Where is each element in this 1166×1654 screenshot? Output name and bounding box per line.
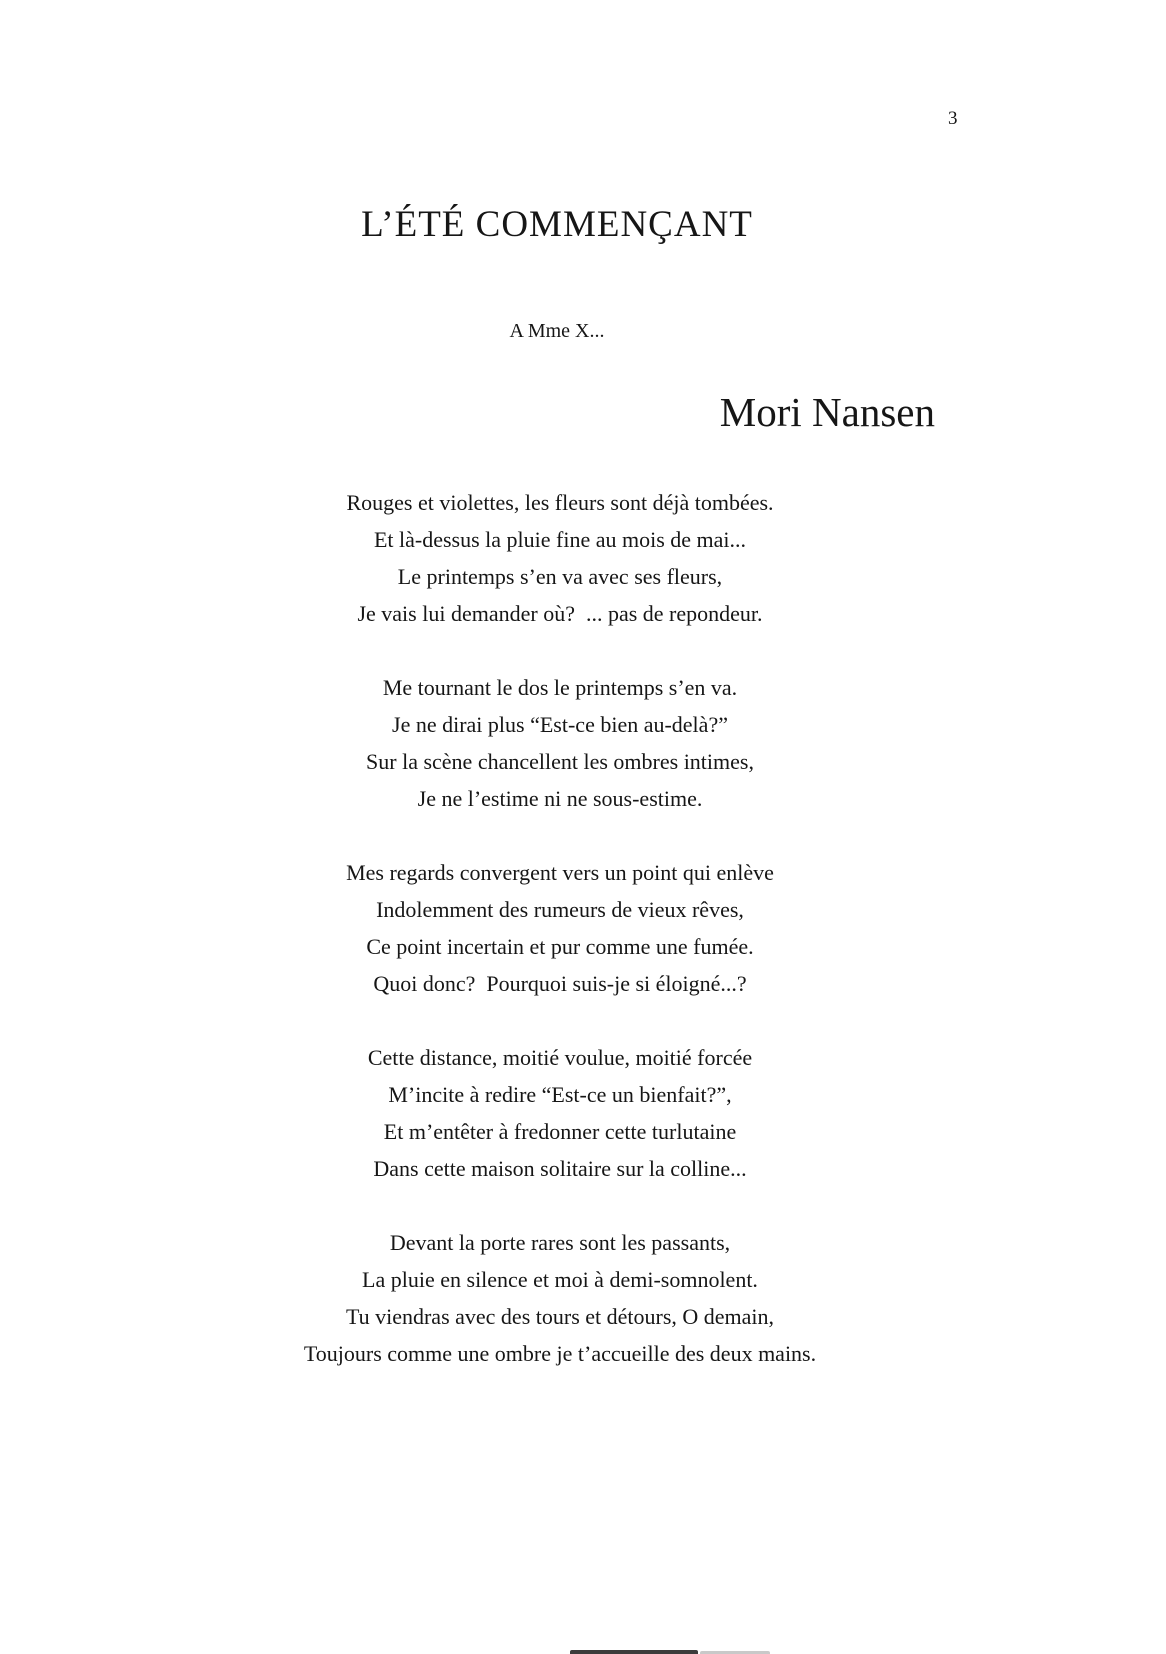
- poem-line: Dans cette maison solitaire sur la colline...: [373, 1156, 747, 1181]
- poem-line: Tu viendras avec des tours et détours, O demain,: [345, 1304, 775, 1329]
- poem-line: Sur la scène chancellent les ombres intimes,: [366, 749, 754, 774]
- stanza: [0, 669, 1143, 817]
- stanza: [0, 484, 1143, 632]
- poem-line: Indolemment des rumeurs de vieux rêves,: [376, 897, 744, 922]
- poem-line: Je vais lui demander où? ... pas de repondeur.: [357, 601, 763, 626]
- poem-line: Et là-dessus la pluie fine au mois de mai...: [373, 527, 747, 552]
- poem-line: Toujours comme une ombre je t’accueille des deux mains.: [303, 1341, 817, 1366]
- poem-line: Mes regards convergent vers un point qui enlève: [346, 860, 774, 885]
- stanza: [0, 1039, 1143, 1187]
- poem-line: La pluie en silence et moi à demi-somnolent.: [362, 1267, 758, 1292]
- scan-artifact: [570, 1650, 698, 1654]
- dedication: A Mme X...: [509, 320, 605, 342]
- poem-line: Ce point incertain et pur comme une fumée.: [366, 934, 754, 959]
- poem-line: Le printemps s’en va avec ses fleurs,: [397, 564, 723, 589]
- poem-title: L’ÉTÉ COMMENÇANT: [361, 204, 753, 245]
- page-number: 3: [948, 108, 958, 129]
- stanza: [0, 854, 1143, 1002]
- poem-line: Et m’entêter à fredonner cette turlutaine: [383, 1119, 737, 1144]
- poem-line: Je ne l’estime ni ne sous-estime.: [417, 786, 703, 811]
- poem-line: Me tournant le dos le printemps s’en va.: [382, 675, 738, 700]
- stanza: [0, 1224, 1143, 1372]
- poem-line: M’incite à redire “Est-ce un bienfait?”,: [388, 1082, 732, 1107]
- poem-line: Je ne dirai plus “Est-ce bien au-delà?”: [392, 712, 728, 737]
- poem-line: Quoi donc? Pourquoi suis-je si éloigné...?: [373, 971, 747, 996]
- poem-body: [0, 484, 1143, 1409]
- poem-line: Rouges et violettes, les fleurs sont déjà tombées.: [346, 490, 774, 515]
- poem-line: Devant la porte rares sont les passants,: [389, 1230, 731, 1255]
- author-name: Mori Nansen: [719, 389, 935, 435]
- poem-line: Cette distance, moitié voulue, moitié forcée: [367, 1045, 753, 1070]
